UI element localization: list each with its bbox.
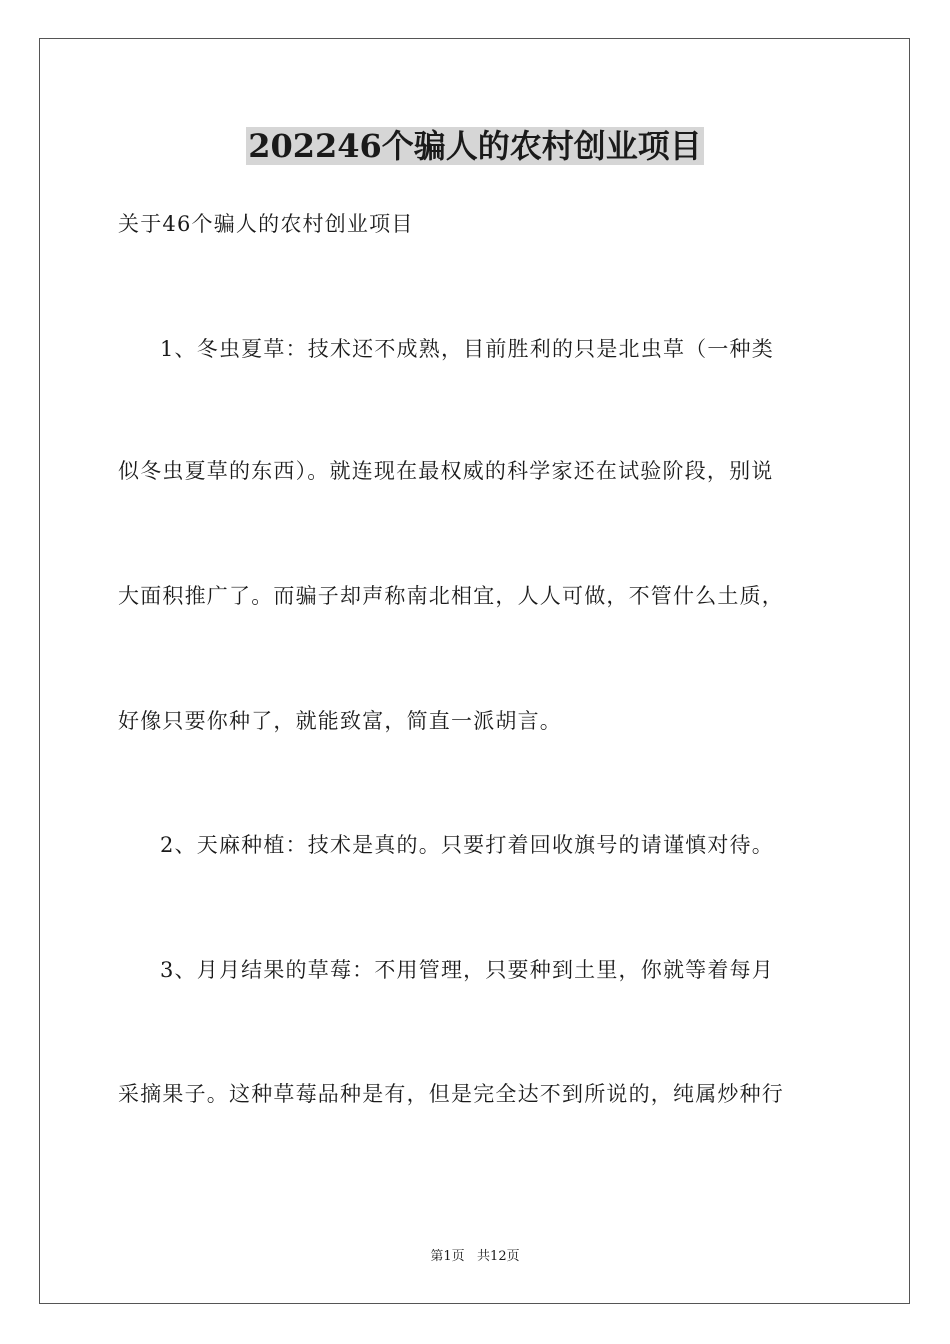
- paragraph-line: 1、冬虫夏草：技术还不成熟，目前胜利的只是北虫草（一种类: [160, 337, 774, 361]
- paragraph-line: 大面积推广了。而骗子却声称南北相宜，人人可做，不管什么土质，: [118, 584, 784, 608]
- paragraph-line: 好像只要你种了，就能致富，简直一派胡言。: [118, 709, 562, 733]
- paragraph-line: 2、天麻种植：技术是真的。只要打着回收旗号的请谨慎对待。: [160, 833, 774, 857]
- page-footer: 第1页 共12页: [430, 1249, 520, 1264]
- intro-line: 关于46个骗人的农村创业项目: [118, 212, 414, 236]
- paragraph-line: 似冬虫夏草的东西）。就连现在最权威的科学家还在试验阶段，别说: [118, 459, 774, 483]
- paragraph-line: 采摘果子。这种草莓品种是有，但是完全达不到所说的，纯属炒种行: [118, 1082, 784, 1106]
- paragraph-line: 3、月月结果的草莓：不用管理，只要种到土里，你就等着每月: [160, 958, 774, 982]
- document-title: [0, 124, 950, 168]
- document-title-text: 202246个骗人的农村创业项目: [248, 127, 702, 165]
